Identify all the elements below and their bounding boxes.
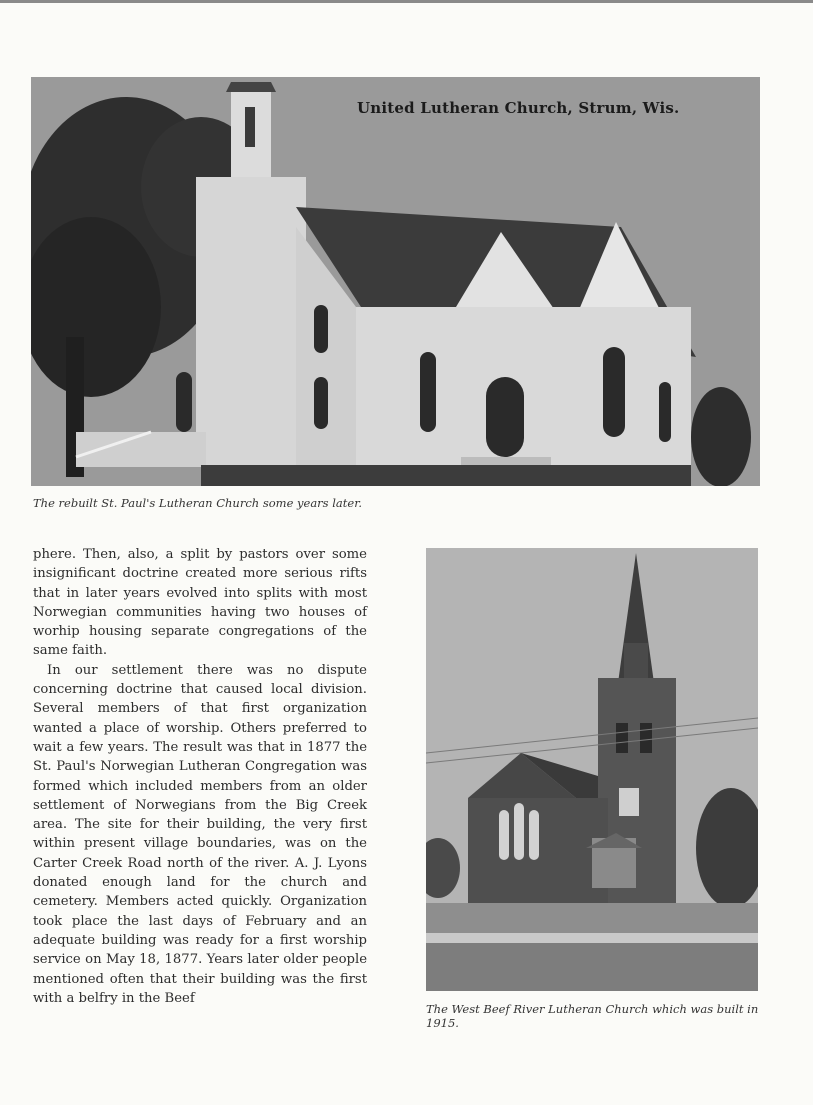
photo1-caption: The rebuilt St. Paul's Lutheran Church some years later. xyxy=(33,496,363,510)
west-beef-river-church-photo xyxy=(426,548,758,991)
article-text xyxy=(33,545,367,1008)
photo-overlay-title: United Lutheran Church, Strum, Wis. xyxy=(357,99,680,117)
photo2-caption: The West Beef River Lutheran Church which was built in 1915. xyxy=(426,1002,759,1030)
church-photo-illustration xyxy=(31,77,760,486)
paragraph-2: In our settlement there was no dispute concerning doctrine that caused local division. Several members of that first organization wanted a place of worship. Others preferred to wait a few years. The result was that in 1877 the St. Paul's Norwegian Lutheran Congregation was formed which included members from an older settlement of Norwegians from the Big Creek area. The site for their building, the very first within present village boundaries, was on the Carter Creek Road north of the river. A. J. Lyons donated enough land for the church and cemetery. Members acted quickly. Organization took place the last days of February and an adequate building was ready for a first worship service on May 18, 1877. Years later older people mentioned often that their building was the first with a belfry in the Beef xyxy=(33,662,367,1006)
paragraph-1: phere. Then, also, a split by pastors over some insignificant doctrine created more serious rifts that in later years evolved into splits with most Norwegian communities having two houses of worhip housing separate congregations of the same faith. xyxy=(33,547,367,659)
church-photo-illustration-2 xyxy=(426,548,758,991)
united-lutheran-church-photo xyxy=(31,77,760,486)
top-rule xyxy=(0,0,813,3)
